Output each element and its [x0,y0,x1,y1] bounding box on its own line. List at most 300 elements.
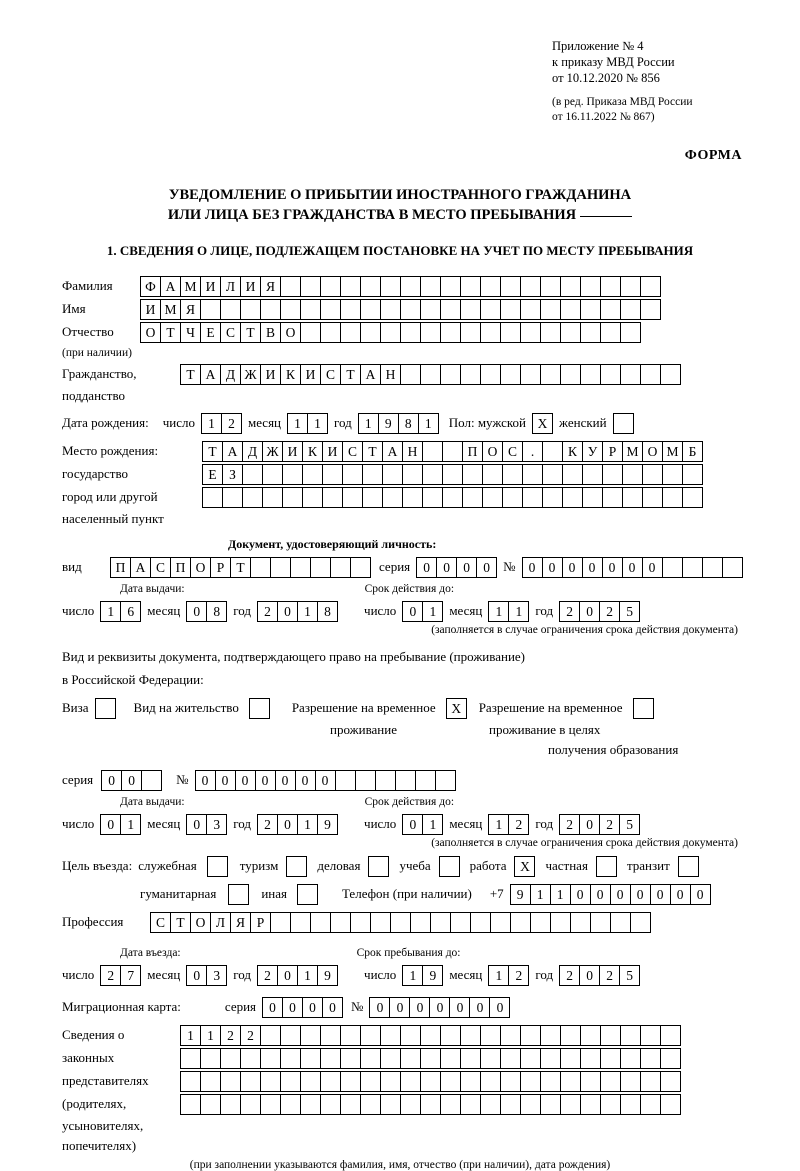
form-cell[interactable]: 0 [121,770,142,791]
form-cell[interactable]: 0 [436,557,457,578]
form-cell[interactable] [500,364,521,385]
form-cell[interactable] [240,299,261,320]
form-cell[interactable] [322,487,343,508]
form-cell[interactable] [270,557,291,578]
form-cell[interactable] [420,322,441,343]
form-cell[interactable]: 7 [120,965,141,986]
form-cell[interactable]: И [240,276,261,297]
form-cell[interactable] [640,1094,661,1115]
phone-input[interactable] [510,884,711,905]
form-cell[interactable] [380,1048,401,1069]
form-cell[interactable] [480,1048,501,1069]
form-cell[interactable] [400,1048,421,1069]
form-cell[interactable]: 2 [508,965,529,986]
form-cell[interactable] [580,322,601,343]
form-cell[interactable]: О [642,441,663,462]
form-cell[interactable] [260,1071,281,1092]
form-cell[interactable] [540,276,561,297]
form-cell[interactable] [350,912,371,933]
form-cell[interactable] [340,299,361,320]
form-cell[interactable] [350,557,371,578]
form-cell[interactable] [620,1071,641,1092]
form-cell[interactable]: 1 [358,413,379,434]
form-cell[interactable]: Н [402,441,423,462]
form-cell[interactable]: 1 [297,814,318,835]
form-cell[interactable] [200,1071,221,1092]
form-cell[interactable]: 5 [619,965,640,986]
form-cell[interactable] [600,322,621,343]
form-cell[interactable]: Е [200,322,221,343]
form-cell[interactable]: 5 [619,601,640,622]
entry-year-input[interactable] [257,965,338,986]
form-cell[interactable] [420,1048,441,1069]
form-cell[interactable] [420,1094,441,1115]
form-cell[interactable] [360,276,381,297]
form-cell[interactable]: 1 [530,884,551,905]
form-cell[interactable]: С [220,322,241,343]
form-cell[interactable] [320,1071,341,1092]
stay-month-input[interactable] [488,965,529,986]
form-cell[interactable]: 2 [559,814,580,835]
form-cell[interactable] [722,557,743,578]
form-cell[interactable] [440,276,461,297]
permit-issue-month-input[interactable] [186,814,227,835]
form-cell[interactable] [300,1025,321,1046]
form-cell[interactable] [422,464,443,485]
form-cell[interactable] [662,464,683,485]
form-cell[interactable] [542,487,563,508]
form-cell[interactable]: А [222,441,243,462]
stay-day-input[interactable] [402,965,443,986]
form-cell[interactable] [280,1071,301,1092]
form-cell[interactable] [262,464,283,485]
form-cell[interactable]: 2 [220,1025,241,1046]
form-cell[interactable] [300,1071,321,1092]
form-cell[interactable]: 2 [221,413,242,434]
form-cell[interactable] [310,912,331,933]
form-cell[interactable] [600,364,621,385]
form-cell[interactable] [480,1071,501,1092]
patronymic-input[interactable] [140,322,641,343]
form-cell[interactable] [202,487,223,508]
form-cell[interactable]: У [582,441,603,462]
form-cell[interactable]: 0 [255,770,276,791]
form-cell[interactable] [500,322,521,343]
form-cell[interactable] [390,912,411,933]
birth-place-input-row-1[interactable] [202,441,703,462]
form-cell[interactable] [220,1094,241,1115]
form-cell[interactable]: 0 [630,884,651,905]
form-cell[interactable]: 0 [389,997,410,1018]
form-cell[interactable]: 3 [206,965,227,986]
representatives-input-row-4[interactable] [180,1094,681,1115]
form-cell[interactable] [660,1071,681,1092]
form-cell[interactable] [482,464,503,485]
form-cell[interactable] [560,1048,581,1069]
form-cell[interactable]: 9 [317,965,338,986]
form-cell[interactable]: 3 [206,814,227,835]
form-cell[interactable] [340,276,361,297]
form-cell[interactable] [400,299,421,320]
form-cell[interactable] [282,487,303,508]
permit-temp-checkbox[interactable]: X [446,698,467,719]
form-cell[interactable] [300,299,321,320]
form-cell[interactable] [290,912,311,933]
form-cell[interactable]: 0 [186,601,207,622]
form-cell[interactable] [502,487,523,508]
form-cell[interactable]: 0 [186,814,207,835]
form-cell[interactable] [460,1048,481,1069]
form-cell[interactable] [600,1071,621,1092]
form-cell[interactable]: К [562,441,583,462]
form-cell[interactable] [360,1094,381,1115]
form-cell[interactable] [340,1094,361,1115]
form-cell[interactable]: 2 [559,601,580,622]
sex-female-checkbox[interactable] [613,413,634,434]
form-cell[interactable] [500,299,521,320]
form-cell[interactable]: 0 [579,814,600,835]
form-cell[interactable]: М [622,441,643,462]
form-cell[interactable]: С [502,441,523,462]
form-cell[interactable] [480,364,501,385]
form-cell[interactable] [600,276,621,297]
form-cell[interactable] [300,1094,321,1115]
form-cell[interactable] [242,487,263,508]
form-cell[interactable]: Б [682,441,703,462]
form-cell[interactable]: 0 [562,557,583,578]
purpose-service-checkbox[interactable] [207,856,228,877]
form-cell[interactable] [370,912,391,933]
form-cell[interactable]: 0 [302,997,323,1018]
form-cell[interactable] [580,276,601,297]
form-cell[interactable]: Д [220,364,241,385]
form-cell[interactable] [400,364,421,385]
form-cell[interactable] [442,487,463,508]
form-cell[interactable]: И [282,441,303,462]
form-cell[interactable] [440,322,461,343]
form-cell[interactable] [420,1025,441,1046]
form-cell[interactable]: К [280,364,301,385]
form-cell[interactable]: 1 [508,601,529,622]
form-cell[interactable] [600,299,621,320]
permit-residence-checkbox[interactable] [249,698,270,719]
permit-valid-month-input[interactable] [488,814,529,835]
form-cell[interactable]: 0 [186,965,207,986]
form-cell[interactable] [280,1025,301,1046]
form-cell[interactable] [240,1071,261,1092]
form-cell[interactable] [660,364,681,385]
form-cell[interactable] [540,1094,561,1115]
form-cell[interactable] [540,299,561,320]
form-cell[interactable]: 1 [402,965,423,986]
form-cell[interactable]: И [300,364,321,385]
form-cell[interactable] [560,1094,581,1115]
form-cell[interactable] [242,464,263,485]
identity-issue-month-input[interactable] [186,601,227,622]
form-cell[interactable]: 0 [322,997,343,1018]
form-cell[interactable] [220,1048,241,1069]
form-cell[interactable] [640,1048,661,1069]
form-cell[interactable] [400,1094,421,1115]
form-cell[interactable]: 9 [378,413,399,434]
form-cell[interactable] [580,1094,601,1115]
form-cell[interactable]: О [140,322,161,343]
form-cell[interactable] [400,1071,421,1092]
form-cell[interactable] [602,487,623,508]
form-cell[interactable]: 0 [456,557,477,578]
form-cell[interactable]: И [322,441,343,462]
entry-day-input[interactable] [100,965,141,986]
purpose-business-checkbox[interactable] [368,856,389,877]
form-cell[interactable]: И [260,364,281,385]
form-cell[interactable]: М [160,299,181,320]
form-cell[interactable]: О [190,912,211,933]
form-cell[interactable] [380,299,401,320]
permit-valid-year-input[interactable] [559,814,640,835]
form-cell[interactable] [440,1025,461,1046]
form-cell[interactable] [400,1025,421,1046]
form-cell[interactable] [602,464,623,485]
form-cell[interactable] [520,322,541,343]
form-cell[interactable] [560,364,581,385]
form-cell[interactable]: Р [602,441,623,462]
form-cell[interactable] [141,770,162,791]
form-cell[interactable] [542,441,563,462]
form-cell[interactable]: Р [250,912,271,933]
form-cell[interactable] [330,912,351,933]
form-cell[interactable]: Е [202,464,223,485]
form-cell[interactable] [682,557,703,578]
form-cell[interactable] [640,299,661,320]
form-cell[interactable] [320,322,341,343]
form-cell[interactable] [280,1094,301,1115]
form-cell[interactable] [300,322,321,343]
form-cell[interactable]: 1 [297,601,318,622]
form-cell[interactable] [510,912,531,933]
permit-issue-year-input[interactable] [257,814,338,835]
form-cell[interactable] [580,1048,601,1069]
form-cell[interactable]: 1 [422,601,443,622]
form-cell[interactable]: 1 [422,814,443,835]
form-cell[interactable] [240,1094,261,1115]
form-cell[interactable]: 0 [690,884,711,905]
form-cell[interactable] [360,299,381,320]
identity-issue-year-input[interactable] [257,601,338,622]
form-cell[interactable] [660,1048,681,1069]
form-cell[interactable] [520,1094,541,1115]
form-cell[interactable]: 0 [235,770,256,791]
form-cell[interactable] [360,1071,381,1092]
form-cell[interactable]: П [170,557,191,578]
form-cell[interactable] [460,276,481,297]
form-cell[interactable] [620,299,641,320]
form-cell[interactable]: В [260,322,281,343]
permit-series-input[interactable] [101,770,162,791]
form-cell[interactable]: 0 [262,997,283,1018]
form-cell[interactable]: А [200,364,221,385]
form-cell[interactable] [580,1025,601,1046]
form-cell[interactable]: 1 [297,965,318,986]
form-cell[interactable] [302,464,323,485]
form-cell[interactable] [582,487,603,508]
form-cell[interactable]: 0 [315,770,336,791]
form-cell[interactable]: 1 [120,814,141,835]
form-cell[interactable] [260,1048,281,1069]
form-cell[interactable]: 0 [277,601,298,622]
form-cell[interactable] [702,557,723,578]
form-cell[interactable] [470,912,491,933]
form-cell[interactable] [620,276,641,297]
form-cell[interactable] [440,1071,461,1092]
form-cell[interactable]: 0 [449,997,470,1018]
form-cell[interactable]: П [462,441,483,462]
form-cell[interactable] [562,464,583,485]
form-cell[interactable] [415,770,436,791]
form-cell[interactable]: 2 [599,965,620,986]
form-cell[interactable]: Т [170,912,191,933]
form-cell[interactable] [420,299,441,320]
form-cell[interactable]: 0 [582,557,603,578]
birth-year-input[interactable] [358,413,439,434]
form-cell[interactable]: 2 [257,814,278,835]
form-cell[interactable] [522,464,543,485]
identity-number-input[interactable] [522,557,743,578]
form-cell[interactable] [560,276,581,297]
form-cell[interactable]: О [280,322,301,343]
form-cell[interactable]: А [360,364,381,385]
form-cell[interactable]: 0 [295,770,316,791]
form-cell[interactable]: Д [242,441,263,462]
form-cell[interactable] [420,1071,441,1092]
form-cell[interactable] [302,487,323,508]
form-cell[interactable]: 0 [622,557,643,578]
form-cell[interactable] [395,770,416,791]
form-cell[interactable] [542,464,563,485]
form-cell[interactable]: 0 [579,601,600,622]
form-cell[interactable] [460,1071,481,1092]
form-cell[interactable] [280,276,301,297]
form-cell[interactable]: 0 [195,770,216,791]
form-cell[interactable]: 1 [180,1025,201,1046]
form-cell[interactable]: 0 [402,814,423,835]
form-cell[interactable] [220,1071,241,1092]
form-cell[interactable] [410,912,431,933]
form-cell[interactable]: З [222,464,243,485]
form-cell[interactable]: 1 [100,601,121,622]
form-cell[interactable]: О [482,441,503,462]
form-cell[interactable] [435,770,456,791]
form-cell[interactable]: М [180,276,201,297]
form-cell[interactable] [402,487,423,508]
form-cell[interactable]: 1 [418,413,439,434]
form-cell[interactable]: 2 [508,814,529,835]
form-cell[interactable] [342,487,363,508]
citizenship-input[interactable] [180,364,681,385]
form-cell[interactable]: 0 [409,997,430,1018]
form-cell[interactable]: Т [160,322,181,343]
form-cell[interactable]: С [150,912,171,933]
profession-input[interactable] [150,912,651,933]
form-cell[interactable] [310,557,331,578]
form-cell[interactable]: М [662,441,683,462]
form-cell[interactable] [480,322,501,343]
form-cell[interactable] [642,464,663,485]
form-cell[interactable]: 0 [402,601,423,622]
form-cell[interactable] [360,322,381,343]
form-cell[interactable] [460,1025,481,1046]
form-cell[interactable] [662,557,683,578]
form-cell[interactable] [300,276,321,297]
form-cell[interactable] [682,487,703,508]
form-cell[interactable] [570,912,591,933]
form-cell[interactable] [580,364,601,385]
form-cell[interactable]: С [320,364,341,385]
form-cell[interactable]: Т [362,441,383,462]
form-cell[interactable]: 1 [488,965,509,986]
purpose-study-checkbox[interactable] [439,856,460,877]
form-cell[interactable] [630,912,651,933]
form-cell[interactable] [620,1048,641,1069]
form-cell[interactable] [660,1025,681,1046]
form-cell[interactable]: 0 [542,557,563,578]
form-cell[interactable]: 2 [257,965,278,986]
form-cell[interactable] [340,1048,361,1069]
form-cell[interactable] [500,1071,521,1092]
form-cell[interactable] [422,487,443,508]
form-cell[interactable] [560,1025,581,1046]
entry-month-input[interactable] [186,965,227,986]
form-cell[interactable]: С [150,557,171,578]
form-cell[interactable] [480,1094,501,1115]
representatives-input-row-2[interactable] [180,1048,681,1069]
form-cell[interactable]: 1 [287,413,308,434]
form-cell[interactable] [600,1025,621,1046]
form-cell[interactable]: Т [202,441,223,462]
form-cell[interactable] [660,1094,681,1115]
form-cell[interactable]: 2 [559,965,580,986]
form-cell[interactable]: 0 [642,557,663,578]
form-cell[interactable] [420,276,441,297]
form-cell[interactable] [640,1025,661,1046]
surname-input[interactable] [140,276,661,297]
form-cell[interactable] [382,464,403,485]
form-cell[interactable] [600,1048,621,1069]
sex-male-checkbox[interactable]: X [532,413,553,434]
identity-series-input[interactable] [416,557,497,578]
form-cell[interactable]: 2 [240,1025,261,1046]
form-cell[interactable] [640,364,661,385]
migration-number-input[interactable] [369,997,510,1018]
migration-series-input[interactable] [262,997,343,1018]
form-cell[interactable] [600,1094,621,1115]
form-cell[interactable] [320,1025,341,1046]
form-cell[interactable] [290,557,311,578]
identity-valid-month-input[interactable] [488,601,529,622]
form-cell[interactable] [335,770,356,791]
form-cell[interactable]: А [160,276,181,297]
form-cell[interactable]: . [522,441,543,462]
form-cell[interactable]: 9 [422,965,443,986]
permit-valid-day-input[interactable] [402,814,443,835]
birth-month-input[interactable] [287,413,328,434]
form-cell[interactable] [200,1048,221,1069]
form-cell[interactable]: 0 [277,965,298,986]
form-cell[interactable] [580,1071,601,1092]
form-cell[interactable] [200,299,221,320]
form-cell[interactable]: Ч [180,322,201,343]
form-cell[interactable]: 0 [469,997,490,1018]
form-cell[interactable]: 0 [650,884,671,905]
